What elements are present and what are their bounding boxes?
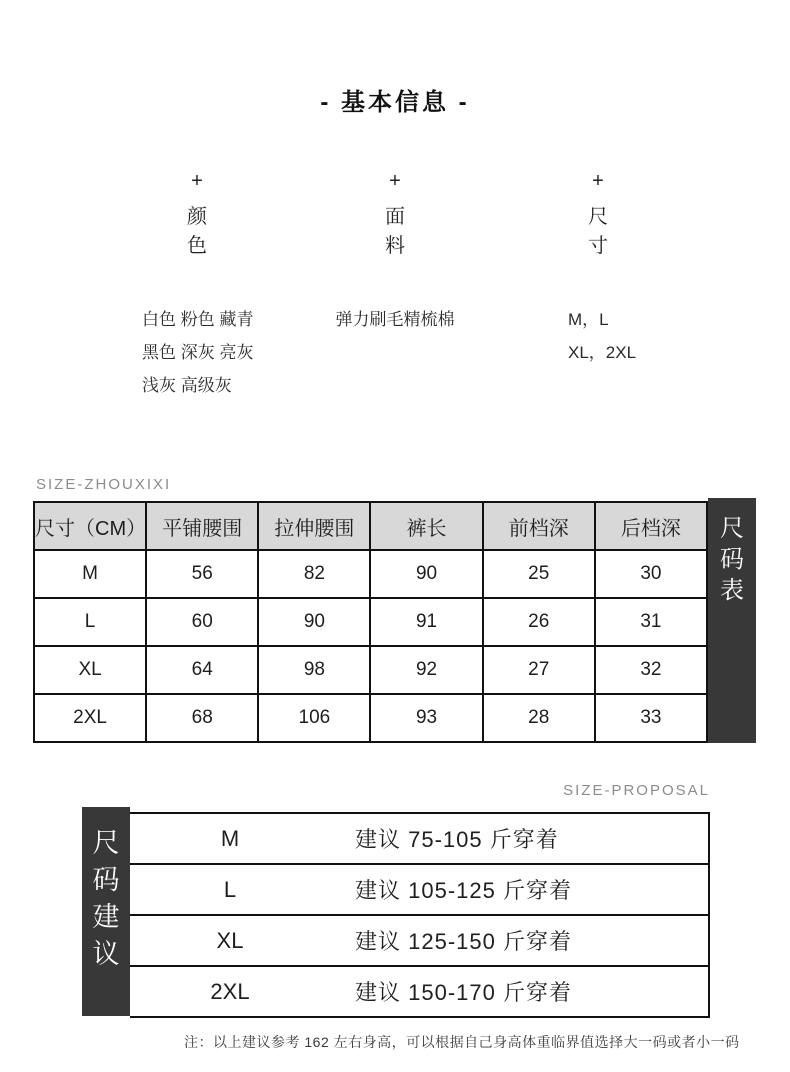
info-column-size xyxy=(556,170,640,369)
info-value-line: 浅灰 高级灰 xyxy=(142,376,232,395)
value-cell: 68 xyxy=(146,694,258,742)
value-cell: 27 xyxy=(483,646,595,694)
size-cell: XL xyxy=(34,646,146,694)
value-cell: 90 xyxy=(370,550,482,598)
value-cell: 98 xyxy=(258,646,370,694)
value-cell: 91 xyxy=(370,598,482,646)
size-cell: L xyxy=(34,598,146,646)
size-cell: M xyxy=(34,550,146,598)
info-value-line: 弹力刷毛精梳棉 xyxy=(335,310,455,329)
value-cell: 26 xyxy=(483,598,595,646)
value-cell: 82 xyxy=(258,550,370,598)
value-cell: 33 xyxy=(595,694,707,742)
info-column-color xyxy=(138,170,256,402)
info-values-fabric xyxy=(330,303,460,336)
size-chart-header-cell: 后档深 xyxy=(595,502,707,550)
page-title: - 基本信息 - xyxy=(320,89,470,116)
info-label-size: 尺寸 xyxy=(588,206,608,257)
value-cell: 60 xyxy=(146,598,258,646)
info-label-color: 颜色 xyxy=(187,206,207,257)
plus-icon: + xyxy=(592,170,604,192)
size-chart-header-cell: 平铺腰围 xyxy=(146,502,258,550)
info-values-color xyxy=(138,303,256,402)
info-values-size xyxy=(556,303,640,369)
proposal-size-cell: XL xyxy=(216,927,244,953)
value-cell: 30 xyxy=(595,550,707,598)
size-chart-side-tab: 尺码表 xyxy=(708,498,756,743)
proposal-row xyxy=(130,967,708,1018)
size-chart-header-cell: 裤长 xyxy=(370,502,482,550)
info-value-line: M，L xyxy=(568,310,609,329)
proposal-suggestion-cell: 建议 75-105 斤穿着 xyxy=(355,827,559,852)
value-cell: 90 xyxy=(258,598,370,646)
proposal-row xyxy=(130,865,708,916)
value-cell: 28 xyxy=(483,694,595,742)
proposal-suggestion-cell: 建议 105-125 斤穿着 xyxy=(355,878,572,903)
proposal-suggestion-cell: 建议 150-170 斤穿着 xyxy=(355,980,572,1005)
value-cell: 31 xyxy=(595,598,707,646)
size-chart-table xyxy=(33,501,708,743)
plus-icon: + xyxy=(389,170,401,192)
size-chart-section-label: SIZE-ZHOUXIXI xyxy=(36,476,172,493)
proposal-size-cell: L xyxy=(223,876,237,902)
proposal-size-cell: 2XL xyxy=(210,978,250,1004)
value-cell: 92 xyxy=(370,646,482,694)
size-chart-header-row xyxy=(34,502,707,550)
size-proposal-side-tab: 尺码建议 xyxy=(82,807,130,1016)
info-value-line: 白色 粉色 藏青 xyxy=(142,310,254,329)
size-proposal-table xyxy=(130,812,710,1018)
size-proposal-section-label: SIZE-PROPOSAL xyxy=(563,782,710,799)
info-column-fabric xyxy=(330,170,460,336)
value-cell: 106 xyxy=(258,694,370,742)
info-value-line: XL，2XL xyxy=(568,343,637,362)
value-cell: 25 xyxy=(483,550,595,598)
info-label-fabric: 面料 xyxy=(385,206,405,257)
info-value-line: 黑色 深灰 亮灰 xyxy=(142,343,254,362)
value-cell: 56 xyxy=(146,550,258,598)
size-chart-row xyxy=(34,646,707,694)
proposal-size-cell: M xyxy=(220,825,240,851)
plus-icon: + xyxy=(191,170,203,192)
value-cell: 32 xyxy=(595,646,707,694)
size-chart-header-cell: 拉伸腰围 xyxy=(258,502,370,550)
note-text: 注：以上建议参考 162 左右身高，可以根据自己身高体重临界值选择大一码或者小一码 xyxy=(184,1034,740,1050)
size-chart-row xyxy=(34,550,707,598)
value-cell: 64 xyxy=(146,646,258,694)
size-cell: 2XL xyxy=(34,694,146,742)
size-chart-header-cell: 前档深 xyxy=(483,502,595,550)
proposal-row xyxy=(130,814,708,865)
proposal-row xyxy=(130,916,708,967)
value-cell: 93 xyxy=(370,694,482,742)
size-chart-row xyxy=(34,598,707,646)
size-chart-header-cell: 尺寸（CM） xyxy=(34,502,146,550)
proposal-suggestion-cell: 建议 125-150 斤穿着 xyxy=(355,929,572,954)
size-chart-row xyxy=(34,694,707,742)
